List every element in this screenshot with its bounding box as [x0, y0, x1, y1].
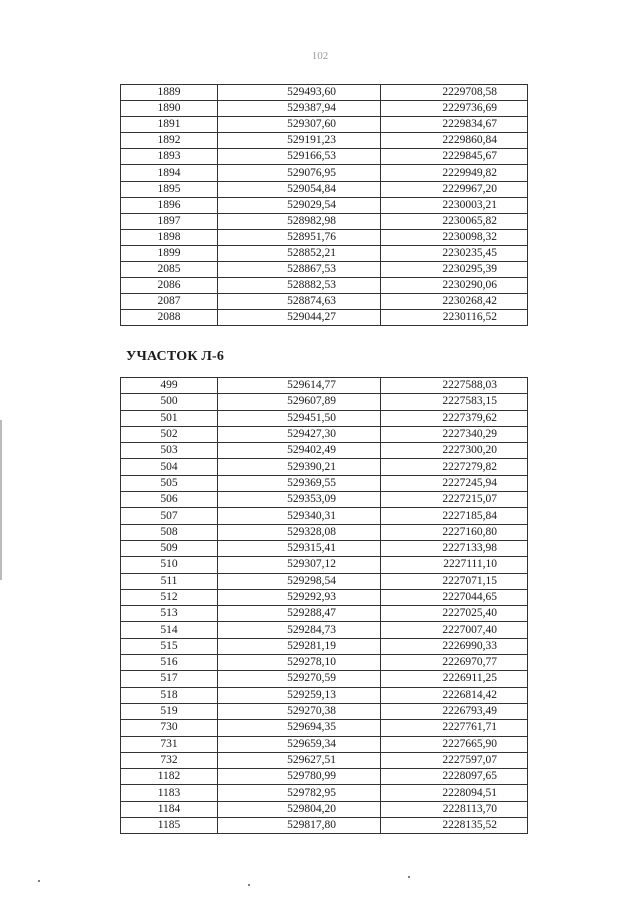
x-coordinate-cell: 529270,38: [218, 703, 381, 719]
x-coordinate-cell: 529270,59: [218, 671, 381, 687]
point-number-cell: 1897: [121, 213, 218, 229]
x-coordinate-cell: 528882,53: [218, 278, 381, 294]
x-coordinate-cell: 529298,54: [218, 573, 381, 589]
y-coordinate-cell: 2227071,15: [381, 573, 528, 589]
x-coordinate-cell: 529340,31: [218, 508, 381, 524]
y-coordinate-cell: 2229845,67: [381, 149, 528, 165]
point-number-cell: 518: [121, 687, 218, 703]
point-number-cell: 508: [121, 524, 218, 540]
x-coordinate-cell: 529804,20: [218, 801, 381, 817]
x-coordinate-cell: 529782,95: [218, 785, 381, 801]
scan-edge-mark: [0, 420, 2, 580]
table-row: [121, 573, 528, 589]
y-coordinate-cell: 2229834,67: [381, 117, 528, 133]
x-coordinate-cell: 529044,27: [218, 310, 381, 326]
x-coordinate-cell: 529307,12: [218, 557, 381, 573]
x-coordinate-cell: 529451,50: [218, 410, 381, 426]
x-coordinate-cell: 529607,89: [218, 394, 381, 410]
coordinates-table-a: [120, 84, 528, 326]
table-row: [121, 671, 528, 687]
table-row: [121, 818, 528, 834]
point-number-cell: 514: [121, 622, 218, 638]
table-row: [121, 165, 528, 181]
y-coordinate-cell: 2230235,45: [381, 245, 528, 261]
point-number-cell: 1184: [121, 801, 218, 817]
point-number-cell: 511: [121, 573, 218, 589]
y-coordinate-cell: 2227245,94: [381, 475, 528, 491]
y-coordinate-cell: 2230098,32: [381, 229, 528, 245]
table-row: [121, 117, 528, 133]
y-coordinate-cell: 2227007,40: [381, 622, 528, 638]
y-coordinate-cell: 2228097,65: [381, 769, 528, 785]
x-coordinate-cell: 529315,41: [218, 540, 381, 556]
table-row: [121, 638, 528, 654]
point-number-cell: 513: [121, 606, 218, 622]
scan-speck: [38, 880, 40, 882]
point-number-cell: 516: [121, 655, 218, 671]
y-coordinate-cell: 2226990,33: [381, 638, 528, 654]
x-coordinate-cell: 529284,73: [218, 622, 381, 638]
x-coordinate-cell: 529390,21: [218, 459, 381, 475]
y-coordinate-cell: 2227111,10: [381, 557, 528, 573]
table-row: [121, 785, 528, 801]
table-row: [121, 655, 528, 671]
table-row: [121, 524, 528, 540]
y-coordinate-cell: 2227025,40: [381, 606, 528, 622]
y-coordinate-cell: 2230268,42: [381, 294, 528, 310]
point-number-cell: 1185: [121, 818, 218, 834]
table-row: [121, 245, 528, 261]
y-coordinate-cell: 2229736,69: [381, 101, 528, 117]
y-coordinate-cell: 2227597,07: [381, 752, 528, 768]
y-coordinate-cell: 2229949,82: [381, 165, 528, 181]
x-coordinate-cell: 529694,35: [218, 720, 381, 736]
y-coordinate-cell: 2226911,25: [381, 671, 528, 687]
x-coordinate-cell: 528982,98: [218, 213, 381, 229]
point-number-cell: 506: [121, 492, 218, 508]
point-number-cell: 1890: [121, 101, 218, 117]
table-row: [121, 720, 528, 736]
table-row: [121, 294, 528, 310]
point-number-cell: 1182: [121, 769, 218, 785]
x-coordinate-cell: 528867,53: [218, 262, 381, 278]
y-coordinate-cell: 2227215,07: [381, 492, 528, 508]
y-coordinate-cell: 2227279,82: [381, 459, 528, 475]
x-coordinate-cell: 529259,13: [218, 687, 381, 703]
point-number-cell: 510: [121, 557, 218, 573]
x-coordinate-cell: 529627,51: [218, 752, 381, 768]
y-coordinate-cell: 2228135,52: [381, 818, 528, 834]
y-coordinate-cell: 2230065,82: [381, 213, 528, 229]
point-number-cell: 1895: [121, 181, 218, 197]
x-coordinate-cell: 529387,94: [218, 101, 381, 117]
y-coordinate-cell: 2229967,20: [381, 181, 528, 197]
page-number: 102: [311, 50, 329, 62]
x-coordinate-cell: 529780,99: [218, 769, 381, 785]
x-coordinate-cell: 529659,34: [218, 736, 381, 752]
x-coordinate-cell: 529281,19: [218, 638, 381, 654]
y-coordinate-cell: 2227583,15: [381, 394, 528, 410]
point-number-cell: 1896: [121, 197, 218, 213]
table-row: [121, 394, 528, 410]
point-number-cell: 2087: [121, 294, 218, 310]
point-number-cell: 507: [121, 508, 218, 524]
y-coordinate-cell: 2228113,70: [381, 801, 528, 817]
table-row: [121, 752, 528, 768]
table-row: [121, 378, 528, 394]
y-coordinate-cell: 2230003,21: [381, 197, 528, 213]
y-coordinate-cell: 2227300,20: [381, 443, 528, 459]
table-row: [121, 213, 528, 229]
table-row: [121, 622, 528, 638]
y-coordinate-cell: 2226793,49: [381, 703, 528, 719]
table-row: [121, 426, 528, 442]
point-number-cell: 502: [121, 426, 218, 442]
y-coordinate-cell: 2227185,84: [381, 508, 528, 524]
point-number-cell: 1894: [121, 165, 218, 181]
point-number-cell: 515: [121, 638, 218, 654]
table-row: [121, 703, 528, 719]
point-number-cell: 2088: [121, 310, 218, 326]
table-row: [121, 492, 528, 508]
table-row: [121, 278, 528, 294]
y-coordinate-cell: 2226814,42: [381, 687, 528, 703]
y-coordinate-cell: 2227761,71: [381, 720, 528, 736]
x-coordinate-cell: 529166,53: [218, 149, 381, 165]
point-number-cell: 1889: [121, 85, 218, 101]
x-coordinate-cell: 528874,63: [218, 294, 381, 310]
x-coordinate-cell: 529029,54: [218, 197, 381, 213]
y-coordinate-cell: 2228094,51: [381, 785, 528, 801]
x-coordinate-cell: 529328,08: [218, 524, 381, 540]
point-number-cell: 499: [121, 378, 218, 394]
table-row: [121, 197, 528, 213]
table-row: [121, 736, 528, 752]
y-coordinate-cell: 2227044,65: [381, 589, 528, 605]
x-coordinate-cell: 528951,76: [218, 229, 381, 245]
scan-speck: [408, 876, 410, 878]
table-row: [121, 410, 528, 426]
scan-speck: [248, 884, 250, 886]
table-row: [121, 310, 528, 326]
y-coordinate-cell: 2229708,58: [381, 85, 528, 101]
point-number-cell: 732: [121, 752, 218, 768]
y-coordinate-cell: 2227160,80: [381, 524, 528, 540]
x-coordinate-cell: 529369,55: [218, 475, 381, 491]
table-row: [121, 149, 528, 165]
table-row: [121, 262, 528, 278]
x-coordinate-cell: 529817,80: [218, 818, 381, 834]
y-coordinate-cell: 2229860,84: [381, 133, 528, 149]
x-coordinate-cell: 529353,09: [218, 492, 381, 508]
table-row: [121, 85, 528, 101]
point-number-cell: 730: [121, 720, 218, 736]
table-row: [121, 769, 528, 785]
table-row: [121, 181, 528, 197]
table-row: [121, 557, 528, 573]
y-coordinate-cell: 2227340,29: [381, 426, 528, 442]
point-number-cell: 504: [121, 459, 218, 475]
table-row: [121, 508, 528, 524]
y-coordinate-cell: 2230116,52: [381, 310, 528, 326]
point-number-cell: 731: [121, 736, 218, 752]
table-row: [121, 459, 528, 475]
x-coordinate-cell: 529427,30: [218, 426, 381, 442]
y-coordinate-cell: 2230295,39: [381, 262, 528, 278]
point-number-cell: 1892: [121, 133, 218, 149]
y-coordinate-cell: 2227379,62: [381, 410, 528, 426]
point-number-cell: 505: [121, 475, 218, 491]
point-number-cell: 501: [121, 410, 218, 426]
point-number-cell: 517: [121, 671, 218, 687]
y-coordinate-cell: 2230290,06: [381, 278, 528, 294]
y-coordinate-cell: 2227133,98: [381, 540, 528, 556]
x-coordinate-cell: 528852,21: [218, 245, 381, 261]
table-row: [121, 475, 528, 491]
x-coordinate-cell: 529054,84: [218, 181, 381, 197]
point-number-cell: 2085: [121, 262, 218, 278]
y-coordinate-cell: 2227588,03: [381, 378, 528, 394]
x-coordinate-cell: 529288,47: [218, 606, 381, 622]
point-number-cell: 1899: [121, 245, 218, 261]
point-number-cell: 512: [121, 589, 218, 605]
point-number-cell: 2086: [121, 278, 218, 294]
table-row: [121, 101, 528, 117]
x-coordinate-cell: 529614,77: [218, 378, 381, 394]
x-coordinate-cell: 529278,10: [218, 655, 381, 671]
x-coordinate-cell: 529076,95: [218, 165, 381, 181]
x-coordinate-cell: 529402,49: [218, 443, 381, 459]
table-row: [121, 133, 528, 149]
x-coordinate-cell: 529493,60: [218, 85, 381, 101]
point-number-cell: 1183: [121, 785, 218, 801]
y-coordinate-cell: 2226970,77: [381, 655, 528, 671]
section-title: УЧАСТОК Л-6: [126, 349, 225, 364]
point-number-cell: 509: [121, 540, 218, 556]
table-row: [121, 443, 528, 459]
x-coordinate-cell: 529292,93: [218, 589, 381, 605]
table-row: [121, 229, 528, 245]
table-row: [121, 589, 528, 605]
point-number-cell: 1898: [121, 229, 218, 245]
table-row: [121, 540, 528, 556]
table-row: [121, 801, 528, 817]
point-number-cell: 503: [121, 443, 218, 459]
table-row: [121, 606, 528, 622]
table-row: [121, 687, 528, 703]
point-number-cell: 1891: [121, 117, 218, 133]
coordinates-table-l6: [120, 377, 528, 834]
point-number-cell: 500: [121, 394, 218, 410]
y-coordinate-cell: 2227665,90: [381, 736, 528, 752]
point-number-cell: 519: [121, 703, 218, 719]
x-coordinate-cell: 529191,23: [218, 133, 381, 149]
x-coordinate-cell: 529307,60: [218, 117, 381, 133]
point-number-cell: 1893: [121, 149, 218, 165]
